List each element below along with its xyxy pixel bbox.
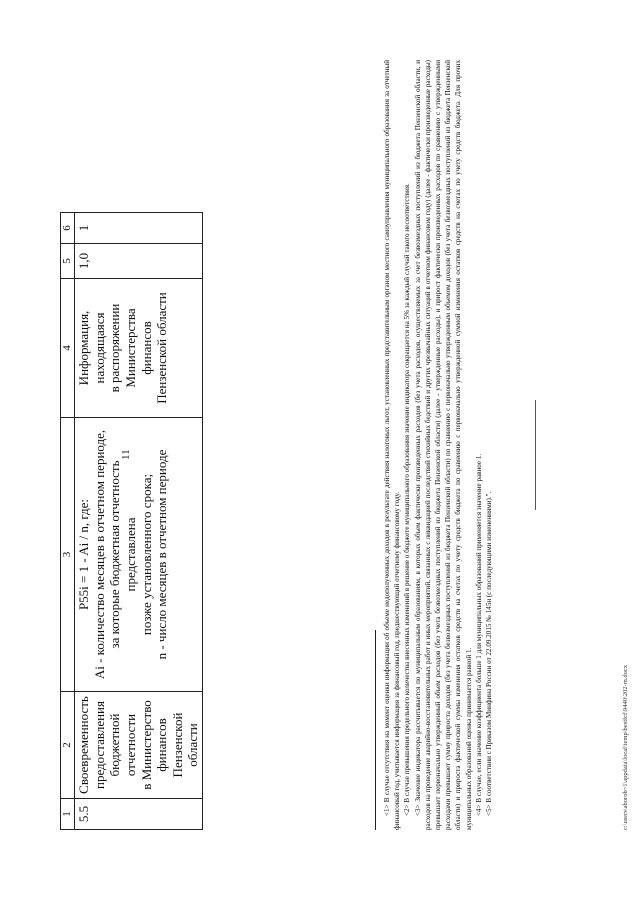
footnote: <2> В случае превышения предельного количества внесенных изменений в решение о бюджете муниципального образования значение индикатора сокращается на 5% за каждый случай такого несоответствия. bbox=[403, 183, 412, 816]
formula-line: P55i = 1 - Ai / n, где: bbox=[76, 498, 92, 611]
data-source-line: находящаяся bbox=[91, 312, 107, 384]
footnotes bbox=[382, 60, 494, 830]
row-number: 5.5 bbox=[75, 799, 203, 830]
formula-cell bbox=[75, 418, 203, 692]
indicator-table bbox=[60, 212, 203, 830]
data-source-line: Пензенской области bbox=[154, 292, 170, 404]
formula-line: за которые бюджетная отчетность представлена bbox=[107, 460, 138, 649]
page-number: 11 bbox=[120, 449, 132, 460]
footnote: <4> В случае, если значение коэффициента больше 1 для муниципальных образований применяется значение равное 1. bbox=[474, 453, 483, 816]
col6-cell: 1 bbox=[75, 213, 203, 244]
data-source-line: в распоряжении bbox=[107, 303, 123, 393]
file-path-footer: c:\users\aborob~1\appdata\local\temp\bestfcf\9440\202-m.docx bbox=[622, 664, 629, 830]
formula-line: позже установленного срока; bbox=[138, 473, 154, 636]
indicator-name-line: в Министерство bbox=[138, 700, 154, 790]
weight-cell: 1,0 bbox=[75, 244, 203, 279]
indicator-name-line: Пензенской области bbox=[169, 712, 201, 778]
footnote-rule bbox=[375, 630, 376, 830]
indicator-name-line: Своевременность bbox=[76, 696, 92, 794]
header-col-2: 2 bbox=[61, 692, 75, 799]
header-col-4: 4 bbox=[61, 279, 75, 418]
indicator-name-line: финансов bbox=[154, 718, 170, 772]
header-col-1: 1 bbox=[61, 799, 75, 830]
table-header-row bbox=[61, 213, 75, 830]
formula-line: Ai - количество месяцев в отчетном периоде, bbox=[91, 429, 107, 680]
footnote: <1> В случае отсутствия на момент оценки информации об объеме недополученных доходов в результате действия налоговых льгот, установленных представительным органом местного самоуправления муниципального образования за отчетный финансовый год, учитывается информация за финансовый год, предшествующий отчетному финансовому году. bbox=[383, 60, 402, 830]
rotated-content bbox=[0, 10, 640, 890]
footnote: <3> Значение индикатора рассчитывается по муниципальным образованиям, в которых объем фактически произведенных расходов (без учета расходов, осуществляемых за счет безвозмездных поступлений из бюджета Пензенской области, и расходов на проведение аварийно-восстановительных работ и иных мероприятий, связанных с ликвидацией последствий стихийных бедствий и других чрезвычайных ситуаций в отчетном финансовом году) (далее - фактически произведенные расходы) превышает первоначально утвержденный объем расходов (без учета безвозмездных поступлений из бюджета Пензенской области) (далее - утвержденные расходы), и прирост фактически произведенных расходов по сравнению с утвержденными расходами превышает сумму прироста доходов (без учета безвозмездных поступлений из бюджета Пензенской области) по сравнению с первоначально утвержденным объемом доходов (без учета безвозмездных поступлений из бюджета Пензенской области) и прироста фактической суммы изменения остатков средств на счетах по учету средств бюджета по сравнению с первоначально утвержденной суммой изменения остатков средств на счетах по учету средств бюджета. Для прочих муниципальных образований оценка принимается равной 1. bbox=[413, 60, 473, 830]
data-source-line: Информация, bbox=[76, 310, 92, 386]
header-col-5: 5 bbox=[61, 244, 75, 279]
header-col-6: 6 bbox=[61, 213, 75, 244]
footnote: <5> В соответствии с Приказом Минфина России от 22.09.2015 № 145н (с последующими изменениями).". bbox=[485, 491, 494, 816]
data-source-cell bbox=[75, 279, 203, 418]
indicator-name-line: бюджетной отчетности bbox=[107, 713, 138, 777]
data-source-line: Министерства финансов bbox=[122, 308, 154, 388]
formula-line: n - число месяцев в отчетном периоде bbox=[154, 449, 170, 660]
header-col-3: 3 bbox=[61, 418, 75, 692]
separator-line bbox=[535, 400, 536, 510]
indicator-name-cell bbox=[75, 692, 203, 799]
table-row bbox=[75, 213, 203, 830]
indicator-name-line: предоставления bbox=[91, 701, 107, 789]
